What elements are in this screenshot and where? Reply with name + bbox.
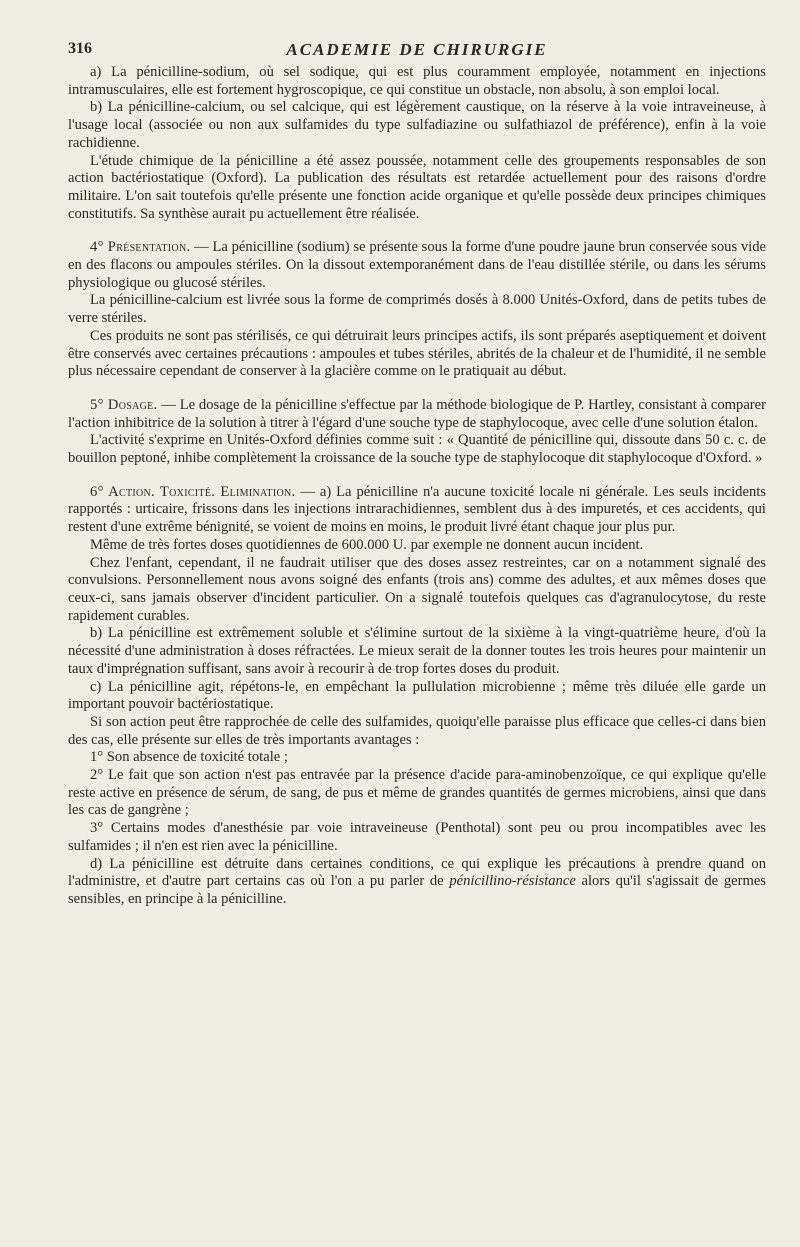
paragraph-children: Chez l'enfant, cependant, il ne faudrait utiliser que des doses assez restreintes, car on a notamment signalé des convulsions. Personnellement nous avons soigné des enfants (trois ans) comme des adultes, et aux mêmes doses que ceux-ci, sans jamais observer d'incident particulier. On a signalé toutefois quelques cas d'agranulocytose, du reste rapidement curables.	[68, 554, 766, 624]
section-heading-dosage: 5° Dosage.	[90, 396, 158, 413]
paragraph-resistance-start: d) La pénicilline est détruite dans certaines conditions, ce qui explique les précautions à prendre quand on l'administre, et d'autre part certains cas où l'on a pu parler de	[68, 855, 766, 890]
paragraph-presentation: — La pénicilline (sodium) se présente sous la forme d'une poudre jaune brun conservée sous vide en des flacons ou ampoules stériles. On la dissout extemporanément dans de l'eau distillée stérile, ou dans les sérums physiologique ou glucosé stériles.	[68, 239, 766, 291]
section-presentation	[68, 239, 766, 292]
paragraph-toxicity: — a) La pénicilline n'a aucune toxicité locale ni générale. Les seuls incidents rapportés : urticaire, frissons dans les injections intrarachidiennes, semblent dus à des impuretés, et ces accidents, qui restent d'une extrême bénignité, se voient de moins en moins, le produit livré étant chaque jour plus pur.	[68, 483, 766, 536]
paragraph-resistance-end: alors qu'il s'agissait de germes sensibles, en principe à la pénicilline.	[68, 873, 766, 907]
paragraph-bacteriostatic: c) La pénicilline agit, répétons-le, en empêchant la pullulation microbienne ; même très diluée elle garde un important pouvoir bactériostatique.	[68, 678, 766, 713]
paragraph-calcium: b) La pénicilline-calcium, ou sel calcique, qui est légèrement caustique, on la réserve à la voie intraveineuse, à l'usage local (associée ou non aux sulfamides du type sulfadiazine ou sulfathiazol de préférence), enfin à la voie rachidienne.	[68, 99, 766, 151]
paragraph-resistance	[68, 856, 766, 909]
paragraph-oxford-units: L'activité s'exprime en Unités-Oxford définies comme suit : « Quantité de pénicilline qui, dissoute dans 50 c. c. de bouillon peptoné, inhibe complètement la croissance de la souche type de staphylocoque dit staphylocoque d'Oxford. »	[68, 432, 766, 467]
page-number: 316	[68, 40, 92, 57]
section-action	[68, 484, 766, 537]
list-item-1: 1° Son absence de toxicité totale ;	[90, 749, 288, 766]
list-item-2: 2° Le fait que son action n'est pas entravée par la présence d'acide para-aminobenzoïque, ce qui explique qu'elle reste active en présence de sérum, de sang, de pus et même de grandes quantités de germes microbiens, ainsi que dans les cas de gangrène ;	[68, 767, 766, 819]
paragraph-sodium: a) La pénicilline-sodium, où sel sodique, qui est plus couramment employée, notamment en injections intramusculaires, elle est fortement hygroscopique, ce qui constitue un obstacle, non absolu, à son emploi local.	[68, 64, 766, 98]
section-heading-presentation: 4° Présentation.	[90, 239, 191, 256]
italic-term: pénicillino-résistance	[449, 873, 576, 890]
list-item-3: 3° Certains modes d'anesthésie par voie intraveineuse (Penthotal) sont peu ou prou incompatibles avec les sulfamides ; il n'en est rien avec la pénicilline.	[68, 820, 766, 854]
body-text	[68, 64, 766, 909]
paragraph-sulfamides: Si son action peut être rapprochée de celle des sulfamides, quoiqu'elle paraisse plus efficace que celles-ci dans bien des cas, elle présente sur elles de très importants avantages :	[68, 713, 766, 748]
paragraph-calcium-tablets: La pénicilline-calcium est livrée sous la forme de comprimés dosés à 8.000 Unités-Oxford, dans de petits tubes de verre stériles.	[68, 292, 766, 327]
paragraph-dosage: — Le dosage de la pénicilline s'effectue par la méthode biologique de P. Hartley, consistant à comparer l'action inhibitrice de la solution à titrer à l'égard d'une souche type de staphylocoque, avec celle d'une solution étalon.	[68, 396, 766, 431]
page-header	[68, 36, 766, 64]
paragraph-storage: Ces produits ne sont pas stérilisés, ce qui détruirait leurs principes actifs, ils sont préparés aseptiquement et doivent être conservés avec certaines précautions : ampoules et tubes stériles, abrités de la chaleur et de l'humidité, il ne semble plus nécessaire cependant de conserver à la glacière comme on le pratiquait au début.	[68, 327, 766, 380]
section-heading-action: 6° Action. Toxicité. Elimination.	[90, 483, 296, 500]
paragraph-high-doses: Même de très fortes doses quotidiennes de 600.000 U. par exemple ne donnent aucun incident.	[90, 536, 644, 553]
section-dosage	[68, 397, 766, 432]
paragraph-elimination: b) La pénicilline est extrêmement soluble et s'élimine surtout de la sixième à la vingt-quatrième heure, d'où la nécessité d'une administration à doses réfractées. Le mieux serait de la donner toutes les trois heures pour maintenir un taux d'imprégnation suffisant, sans avoir à recourir à de trop fortes doses du produit.	[68, 625, 766, 677]
paragraph-chemistry: L'étude chimique de la pénicilline a été assez poussée, notamment celle des groupements responsables de son action bactériostatique (Oxford). La publication des résultats est retardée actuellement pour des raisons d'ordre militaire. L'on sait toutefois qu'elle présente une fonction acide organique et qu'elle possède deux principes chimiques constitutifs. Sa synthèse aurait pu actuellement être réalisée.	[68, 152, 766, 222]
running-title: ACADEMIE DE CHIRURGIE	[286, 40, 548, 59]
